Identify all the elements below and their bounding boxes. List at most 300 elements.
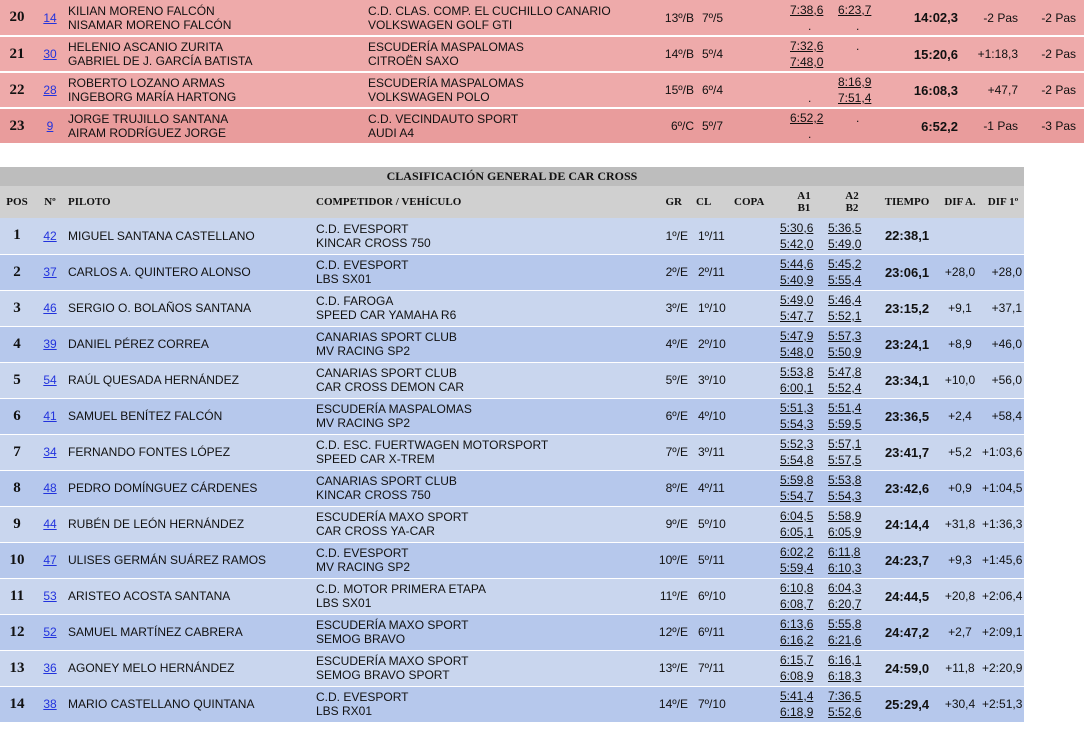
diff-previous <box>938 542 982 578</box>
split-time: 5:57,1 <box>828 437 862 451</box>
split-time: 5:53,8 <box>780 365 814 379</box>
header-dif-a: DIF A. <box>944 196 976 208</box>
position <box>0 72 34 108</box>
class-value: 4º/11 <box>698 481 725 495</box>
car-number-link[interactable]: 36 <box>43 661 57 675</box>
competitor-name: ESCUDERÍA MAXO SPORT <box>316 510 469 524</box>
time-value: 22:38,1 <box>884 228 930 244</box>
competitor-vehicle <box>316 650 626 686</box>
diff-a-value: +11,8 <box>945 661 975 675</box>
car-number[interactable] <box>34 686 66 722</box>
copa <box>744 72 790 108</box>
position <box>0 108 34 144</box>
total-time <box>876 506 938 542</box>
car-number[interactable] <box>34 108 66 144</box>
car-number-link[interactable]: 52 <box>43 625 57 639</box>
table-row <box>0 108 1084 144</box>
group-value: 13º/B <box>664 10 694 25</box>
car-number-link[interactable]: 42 <box>43 228 57 243</box>
diff-1-value: +37,1 <box>991 301 1022 315</box>
class-value: 3º/10 <box>698 373 726 387</box>
class-position <box>694 290 734 326</box>
car-number[interactable] <box>34 36 66 72</box>
header-dif-1: DIF 1º <box>987 196 1019 208</box>
header-row <box>0 186 1024 218</box>
diff-previous <box>938 290 982 326</box>
position <box>0 506 34 542</box>
header-cl: CL <box>696 196 712 208</box>
split-time: 6:05,1 <box>780 525 814 539</box>
car-number-link[interactable]: 28 <box>43 83 57 97</box>
car-number[interactable] <box>34 254 66 290</box>
codriver-name: NISAMAR MORENO FALCÓN <box>68 17 232 32</box>
copa <box>734 542 780 578</box>
diff-1-value: -3 Pas <box>1041 119 1076 133</box>
split-time: 6:05,9 <box>828 525 862 539</box>
car-number-link[interactable]: 48 <box>43 481 57 495</box>
split-time: 5:53,8 <box>828 473 862 487</box>
competitor-name: C.D. ESC. FUERTWAGEN MOTORSPORT <box>316 438 549 452</box>
group-position <box>626 290 694 326</box>
car-number-link[interactable]: 38 <box>43 697 57 711</box>
driver <box>66 686 316 722</box>
diff-previous <box>938 470 982 506</box>
car-number-link[interactable]: 34 <box>43 445 57 459</box>
time-value: 15:20,6 <box>913 46 958 62</box>
split-time: 5:48,0 <box>780 345 814 359</box>
split-time: . <box>856 39 860 53</box>
class-position <box>694 218 734 254</box>
group-position <box>626 614 694 650</box>
diff-first <box>982 398 1024 434</box>
time-value: 6:52,2 <box>921 118 958 134</box>
class-value: 3º/11 <box>698 445 725 459</box>
split-time: 5:42,0 <box>780 236 814 251</box>
driver-name: SAMUEL BENÍTEZ FALCÓN <box>68 409 223 423</box>
group-position <box>626 218 694 254</box>
total-time <box>876 650 938 686</box>
position <box>0 650 34 686</box>
position-value: 9 <box>13 515 21 532</box>
total-time <box>876 686 938 722</box>
car-number[interactable] <box>34 326 66 362</box>
competitor-name: ESCUDERÍA MAXO SPORT <box>316 618 469 632</box>
position <box>0 398 34 434</box>
split-a1-b1 <box>790 36 838 72</box>
split-time: 6:11,8 <box>828 545 861 559</box>
split-a2-b2 <box>838 0 886 36</box>
competitor-vehicle <box>316 434 626 470</box>
class-position <box>694 398 734 434</box>
split-time: 5:52,3 <box>780 437 814 451</box>
split-a1-b1 <box>780 434 828 470</box>
competitor-name: C.D. EVESPORT <box>316 258 409 272</box>
diff-1-value: +1:04,5 <box>982 481 1023 495</box>
competitor-name: C.D. VECINDAUTO SPORT <box>368 112 519 126</box>
car-number-link[interactable]: 53 <box>43 589 57 603</box>
driver-name: KILIAN MORENO FALCÓN <box>68 3 215 18</box>
group-value: 11º/E <box>659 589 688 603</box>
split-a2-b2 <box>828 290 876 326</box>
vehicle-name: KINCAR CROSS 750 <box>316 488 431 502</box>
split-time: 5:52,1 <box>828 309 862 323</box>
header-copa: COPA <box>734 196 765 208</box>
split-time: 7:38,6 <box>790 2 824 17</box>
split-time: 7:32,6 <box>790 39 824 53</box>
header-competitor: COMPETIDOR / VEHÍCULO <box>316 196 462 208</box>
total-time <box>876 362 938 398</box>
diff-1-value: +2:06,4 <box>982 589 1023 603</box>
diff-a-value: +20,8 <box>944 589 976 603</box>
split-a2-b2 <box>828 434 876 470</box>
section-gap <box>0 145 1024 167</box>
split-time: 7:51,4 <box>838 91 872 105</box>
group-position <box>626 326 694 362</box>
header-a1-b1: A1 B1 <box>797 190 811 214</box>
diff-previous <box>938 686 982 722</box>
crew <box>66 36 368 72</box>
car-number-link[interactable]: 54 <box>43 373 57 387</box>
position-value: 2 <box>13 263 21 280</box>
class-value: 5º/4 <box>702 47 724 61</box>
competitor-name: C.D. MOTOR PRIMERA ETAPA <box>316 582 487 596</box>
car-number[interactable] <box>34 470 66 506</box>
driver <box>66 470 316 506</box>
diff-a-value: +8,9 <box>948 337 972 351</box>
competitor-vehicle <box>316 218 626 254</box>
group-value: 6º/E <box>665 409 688 423</box>
car-number[interactable] <box>34 578 66 614</box>
split-time: 7:36,5 <box>828 689 862 703</box>
diff-a-value: +9,1 <box>948 301 972 315</box>
car-number-link[interactable]: 44 <box>43 517 57 531</box>
split-time: 6:02,2 <box>780 545 814 559</box>
split-time: 6:04,3 <box>828 581 862 595</box>
time-value: 24:47,2 <box>884 624 930 640</box>
group-value: 12º/E <box>658 625 688 639</box>
car-number[interactable] <box>34 542 66 578</box>
split-a2-b2 <box>838 72 886 108</box>
driver-name: CARLOS A. QUINTERO ALONSO <box>68 265 251 279</box>
position <box>0 326 34 362</box>
split-a2-b2 <box>828 578 876 614</box>
car-number[interactable] <box>34 650 66 686</box>
competitor-name: CANARIAS SPORT CLUB <box>316 366 457 380</box>
car-number[interactable] <box>34 290 66 326</box>
split-time: 5:45,2 <box>828 257 862 271</box>
car-number-link[interactable]: 46 <box>43 301 57 315</box>
split-a2-b2 <box>828 398 876 434</box>
car-number[interactable] <box>34 434 66 470</box>
time-value: 23:34,1 <box>884 372 930 388</box>
diff-a-value: +47,7 <box>987 83 1018 97</box>
split-time: 5:46,4 <box>828 293 862 307</box>
vehicle-name: VOLKSWAGEN GOLF GTI <box>368 17 513 32</box>
position-value: 1 <box>13 227 21 244</box>
position <box>0 470 34 506</box>
diff-previous <box>964 72 1026 108</box>
diff-1-value: +2:20,9 <box>982 661 1023 675</box>
vehicle-name: SEMOG BRAVO SPORT <box>316 668 450 682</box>
vehicle-name: CITROËN SAXO <box>368 54 459 68</box>
codriver-name: INGEBORG MARÍA HARTONG <box>68 90 237 104</box>
diff-a-value: +1:18,3 <box>977 47 1018 61</box>
driver-name: SERGIO O. BOLAÑOS SANTANA <box>68 301 252 315</box>
group-position <box>626 506 694 542</box>
car-number-link[interactable]: 30 <box>43 47 57 61</box>
competitor-vehicle <box>316 578 626 614</box>
diff-a-value: +28,0 <box>944 265 976 279</box>
class-position <box>694 686 734 722</box>
class-position <box>694 506 734 542</box>
group-value: 9º/E <box>665 517 688 531</box>
diff-a-value: +2,4 <box>948 409 972 423</box>
car-number-link[interactable]: 41 <box>43 409 57 423</box>
split-time: 6:04,5 <box>780 509 814 523</box>
diff-first <box>1026 72 1084 108</box>
diff-previous <box>938 326 982 362</box>
group-position <box>626 578 694 614</box>
diff-1-value: +1:36,3 <box>982 517 1023 531</box>
vehicle-name: SPEED CAR X-TREM <box>316 452 435 466</box>
header-piloto: PILOTO <box>68 196 111 208</box>
total-time <box>876 542 938 578</box>
split-time: 6:16,1 <box>828 653 862 667</box>
competitor-name: ESCUDERÍA MAXO SPORT <box>316 654 469 668</box>
split-time: 5:52,6 <box>828 705 862 719</box>
vehicle-name: LBS SX01 <box>316 596 372 610</box>
diff-first <box>982 686 1024 722</box>
competitor-vehicle <box>316 542 626 578</box>
split-a1-b1 <box>780 326 828 362</box>
diff-first <box>982 542 1024 578</box>
split-time: 5:52,4 <box>828 381 862 395</box>
car-number[interactable] <box>34 72 66 108</box>
split-a2-b2 <box>828 470 876 506</box>
group-position <box>626 434 694 470</box>
split-time: 5:36,5 <box>828 220 862 235</box>
driver-name: ROBERTO LOZANO ARMAS <box>68 76 225 90</box>
car-number-link[interactable]: 47 <box>43 553 57 567</box>
split-time: . <box>856 18 860 33</box>
table-row <box>0 0 1084 36</box>
car-number[interactable] <box>34 506 66 542</box>
group-value: 8º/E <box>665 481 688 495</box>
car-number[interactable] <box>34 398 66 434</box>
driver-name: JORGE TRUJILLO SANTANA <box>68 112 229 126</box>
diff-first <box>982 362 1024 398</box>
split-a2-b2 <box>828 686 876 722</box>
copa <box>744 36 790 72</box>
position <box>0 542 34 578</box>
split-time: 5:49,0 <box>828 236 862 251</box>
copa <box>744 108 790 144</box>
split-time: 5:40,9 <box>780 273 814 287</box>
split-time: . <box>808 18 812 33</box>
position-value: 8 <box>13 479 21 496</box>
split-time: 5:58,9 <box>828 509 862 523</box>
car-number[interactable] <box>34 362 66 398</box>
car-number[interactable] <box>34 218 66 254</box>
driver <box>66 506 316 542</box>
competitor-name: ESCUDERÍA MASPALOMAS <box>316 402 472 416</box>
position-value: 3 <box>13 299 21 316</box>
diff-a-value: +9,3 <box>948 553 972 567</box>
driver-name: FERNANDO FONTES LÓPEZ <box>68 445 231 459</box>
driver <box>66 218 316 254</box>
group-value: 6º/C <box>670 119 694 133</box>
competitor-vehicle <box>368 108 626 144</box>
split-a1-b1 <box>780 578 828 614</box>
copa <box>744 0 790 36</box>
split-a1-b1 <box>780 542 828 578</box>
split-time: 6:23,7 <box>838 2 872 17</box>
diff-1-value: +1:45,6 <box>982 553 1023 567</box>
split-a2-b2 <box>828 542 876 578</box>
class-value: 1º/10 <box>698 301 726 315</box>
total-time <box>876 470 938 506</box>
competitor-name: ESCUDERÍA MASPALOMAS <box>368 40 524 54</box>
split-time: 6:21,6 <box>828 633 862 647</box>
diff-previous <box>938 614 982 650</box>
class-position <box>694 542 734 578</box>
vehicle-name: LBS RX01 <box>316 704 373 718</box>
split-time: 6:10,8 <box>780 581 814 595</box>
copa <box>734 434 780 470</box>
diff-a-value: +10,0 <box>944 373 976 387</box>
car-number-link[interactable]: 37 <box>43 265 57 279</box>
split-a2-b2 <box>838 36 886 72</box>
position <box>0 434 34 470</box>
competitor-name: C.D. EVESPORT <box>316 690 409 704</box>
driver-name: RUBÉN DE LEÓN HERNÁNDEZ <box>68 517 245 531</box>
diff-1-value: +56,0 <box>991 373 1022 387</box>
vehicle-name: KINCAR CROSS 750 <box>316 235 431 250</box>
diff-1-value: +2:09,1 <box>982 625 1023 639</box>
position <box>0 0 34 36</box>
position-value: 13 <box>9 659 25 676</box>
driver-name: HELENIO ASCANIO ZURITA <box>68 40 224 54</box>
copa <box>734 470 780 506</box>
group-position <box>626 362 694 398</box>
driver-name: ULISES GERMÁN SUÁREZ RAMOS <box>68 553 267 567</box>
diff-previous <box>938 506 982 542</box>
split-time: 5:44,6 <box>780 257 814 271</box>
group-position <box>626 254 694 290</box>
split-time: 5:47,8 <box>828 365 862 379</box>
diff-previous <box>964 0 1026 36</box>
class-value: 5º/10 <box>698 517 726 531</box>
class-value: 2º/10 <box>698 337 726 351</box>
driver <box>66 398 316 434</box>
competitor-vehicle <box>368 0 626 36</box>
car-number-link[interactable]: 14 <box>43 10 57 25</box>
table-row <box>0 578 1024 614</box>
split-a2-b2 <box>828 362 876 398</box>
position-value: 11 <box>9 587 25 604</box>
diff-a-value: +0,9 <box>948 481 972 495</box>
table-row <box>0 542 1024 578</box>
split-time: 5:50,9 <box>828 345 862 359</box>
diff-1-value: +1:03,6 <box>982 445 1023 459</box>
header-tiempo: TIEMPO <box>884 196 930 208</box>
total-time <box>876 290 938 326</box>
diff-previous <box>938 362 982 398</box>
time-value: 24:14,4 <box>884 516 930 532</box>
group-position <box>626 36 698 72</box>
time-value: 23:24,1 <box>884 336 930 352</box>
split-time: 5:41,4 <box>780 689 814 703</box>
vehicle-name: MV RACING SP2 <box>316 344 411 358</box>
vehicle-name: AUDI A4 <box>368 126 415 140</box>
table-row <box>0 218 1024 254</box>
car-number-link[interactable]: 39 <box>43 337 57 351</box>
group-value: 1º/E <box>665 228 688 243</box>
diff-previous <box>938 254 982 290</box>
time-value: 14:02,3 <box>913 10 958 25</box>
split-time: 5:49,0 <box>780 293 814 307</box>
total-time <box>886 108 964 144</box>
table-row <box>0 326 1024 362</box>
split-a2-b2 <box>828 506 876 542</box>
split-a1-b1 <box>780 614 828 650</box>
split-time: . <box>856 111 860 125</box>
car-number-link[interactable]: 9 <box>46 119 54 133</box>
class-position <box>698 72 744 108</box>
class-position <box>694 254 734 290</box>
driver-name: PEDRO DOMÍNGUEZ CÁRDENES <box>68 481 258 495</box>
split-a2-b2 <box>838 108 886 144</box>
diff-previous <box>938 398 982 434</box>
class-value: 2º/11 <box>698 265 725 279</box>
split-a1-b1 <box>780 290 828 326</box>
diff-first <box>982 650 1024 686</box>
time-value: 23:42,6 <box>884 480 930 496</box>
position-value: 10 <box>9 551 25 568</box>
competitor-name: ESCUDERÍA MASPALOMAS <box>368 76 524 90</box>
time-value: 23:41,7 <box>884 444 930 460</box>
group-value: 14º/B <box>664 47 694 61</box>
group-value: 4º/E <box>665 337 688 351</box>
vehicle-name: SEMOG BRAVO <box>316 632 406 646</box>
competitor-name: C.D. EVESPORT <box>316 546 409 560</box>
time-value: 24:59,0 <box>884 660 930 676</box>
diff-first <box>982 254 1024 290</box>
class-position <box>694 578 734 614</box>
diff-first <box>1026 108 1084 144</box>
position <box>0 218 34 254</box>
position <box>0 290 34 326</box>
driver-name: RAÚL QUESADA HERNÁNDEZ <box>68 373 239 387</box>
competitor-vehicle <box>316 290 626 326</box>
group-value: 2º/E <box>665 265 688 279</box>
copa <box>734 506 780 542</box>
competitor-name: C.D. FAROGA <box>316 294 394 308</box>
group-position <box>626 0 698 36</box>
total-time <box>876 578 938 614</box>
split-time: 5:47,9 <box>780 329 814 343</box>
car-number[interactable] <box>34 614 66 650</box>
driver-name: ARISTEO ACOSTA SANTANA <box>68 589 231 603</box>
car-number[interactable] <box>34 0 66 36</box>
position <box>0 686 34 722</box>
time-value: 23:06,1 <box>884 264 930 280</box>
vehicle-name: VOLKSWAGEN POLO <box>368 90 490 104</box>
class-value: 7º/5 <box>702 10 724 25</box>
rally-results-table <box>0 0 1084 145</box>
table-row <box>0 470 1024 506</box>
driver <box>66 614 316 650</box>
